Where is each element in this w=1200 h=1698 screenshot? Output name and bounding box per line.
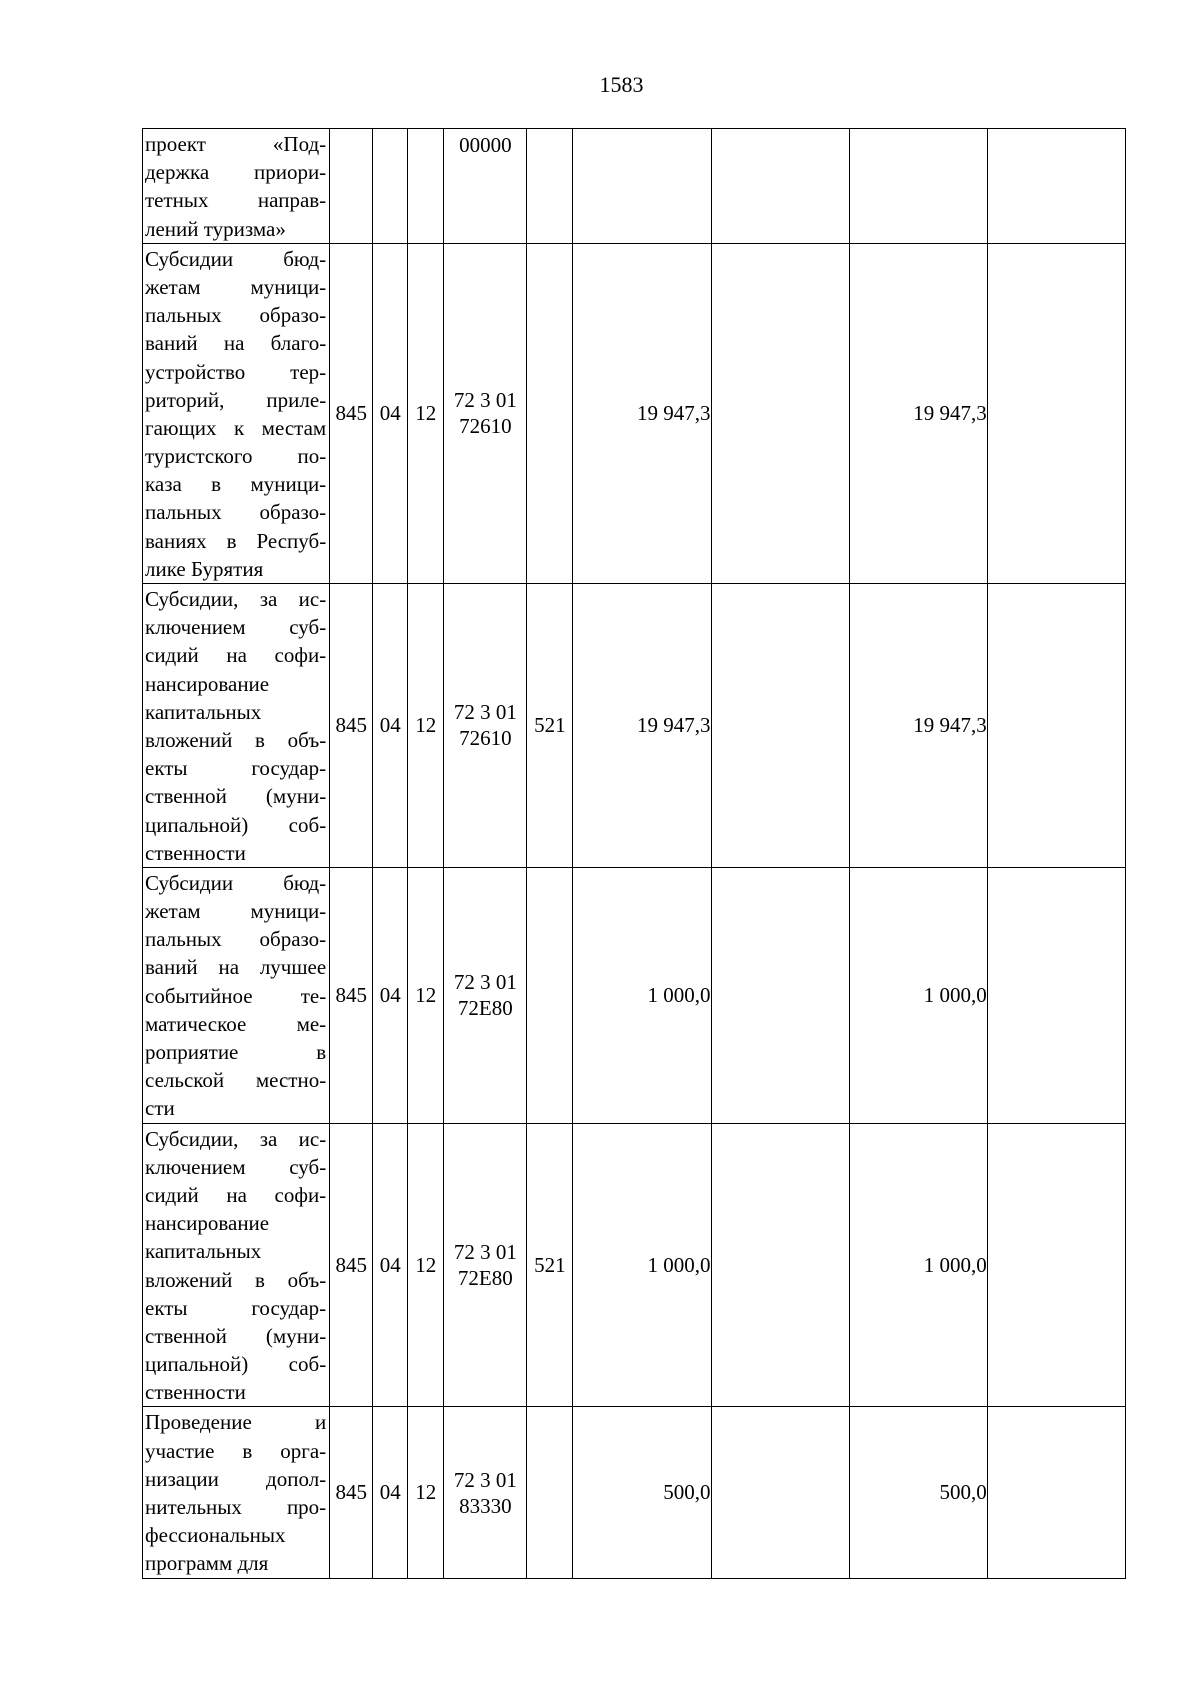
- target-item-cell: [444, 129, 527, 244]
- ministry-code-cell: 845: [330, 1123, 373, 1407]
- row-name-line: екты государ-: [145, 756, 327, 781]
- section-code-cell: 04: [373, 867, 408, 1123]
- amount-cell-1: 500,0: [573, 1407, 711, 1578]
- amount-cell-2: [711, 129, 849, 244]
- row-name-line: ципальной) соб-: [145, 1352, 327, 1377]
- section-code-cell: 04: [373, 584, 408, 868]
- target-item-line-1: 72 3 01: [453, 1467, 517, 1492]
- amount-cell-1: 1 000,0: [573, 1123, 711, 1407]
- row-name-line: фессиональных: [145, 1523, 286, 1548]
- budget-table: [142, 128, 1126, 1579]
- row-name-cell: [143, 867, 330, 1123]
- row-name-line: пальных образо-: [145, 303, 327, 328]
- row-name-line: екты государ-: [145, 1295, 327, 1320]
- amount-cell-3: 1 000,0: [849, 1123, 987, 1407]
- row-name-line: вложений в объ-: [145, 1267, 327, 1292]
- row-name-line: Проведение и: [145, 1410, 327, 1435]
- ministry-code-cell: 845: [330, 867, 373, 1123]
- subsection-code-cell: 12: [408, 1407, 444, 1578]
- target-item-line-1: 72 3 01: [453, 700, 517, 725]
- row-name-line: пальных образо-: [145, 500, 327, 525]
- amount-cell-2: [711, 243, 849, 583]
- row-name-line: вложений в объ-: [145, 727, 327, 752]
- row-name-line: Субсидии, за ис-: [145, 587, 327, 611]
- table-row: [143, 584, 1126, 868]
- amount-cell-2: [711, 584, 849, 868]
- row-name-line: матическое ме-: [145, 1011, 327, 1036]
- row-name-line: ственности: [145, 1380, 246, 1405]
- subsection-code-cell: 12: [408, 243, 444, 583]
- expense-type-cell: 521: [527, 584, 573, 868]
- row-name-line: ственности: [145, 840, 246, 865]
- row-name-line: туристского по-: [145, 444, 327, 469]
- row-name-line: сидий на софи-: [145, 1182, 327, 1207]
- expense-type-cell: 521: [527, 1123, 573, 1407]
- target-item-line-2: 72E80: [457, 996, 513, 1021]
- row-name-line: капитальных: [145, 699, 262, 724]
- amount-cell-1: [573, 129, 711, 244]
- target-item-cell: [444, 243, 527, 583]
- target-item-line-1: 72 3 01: [453, 1240, 517, 1264]
- expense-type-cell: [527, 867, 573, 1123]
- subsection-code-cell: 12: [408, 867, 444, 1123]
- row-name-line: Субсидии бюд-: [145, 246, 327, 271]
- amount-cell-4: [987, 1123, 1125, 1407]
- amount-cell-3: 1 000,0: [849, 867, 987, 1123]
- row-name-line: сидий на софи-: [145, 643, 327, 668]
- row-name-line: ключением суб-: [145, 615, 327, 640]
- target-item-cell: [444, 584, 527, 868]
- amount-cell-4: [987, 867, 1125, 1123]
- table-row: [143, 243, 1126, 583]
- expense-type-cell: [527, 243, 573, 583]
- row-name-line: проект «Под-: [145, 132, 327, 156]
- target-item-line-1: 72 3 01: [453, 388, 517, 413]
- subsection-code-cell: 12: [408, 584, 444, 868]
- ministry-code-cell: 845: [330, 243, 373, 583]
- row-name-line: низации допол-: [145, 1466, 327, 1491]
- amount-cell-4: [987, 129, 1125, 244]
- target-item-line-2: 83330: [459, 1493, 512, 1518]
- row-name-line: событийное те-: [145, 983, 327, 1008]
- target-item-line-2: 72610: [459, 414, 512, 439]
- row-name-line: жетам муници-: [145, 274, 327, 299]
- table-row: [143, 867, 1126, 1123]
- section-code-cell: 04: [373, 1123, 408, 1407]
- amount-cell-3: 500,0: [849, 1407, 987, 1578]
- row-name-line: роприятие в: [145, 1040, 327, 1064]
- amount-cell-4: [987, 243, 1125, 583]
- row-name-line: нительных про-: [145, 1495, 327, 1519]
- row-name-cell: [143, 1407, 330, 1578]
- ministry-code-cell: 845: [330, 584, 373, 868]
- amount-cell-2: [711, 1407, 849, 1578]
- row-name-line: лике Бурятия: [145, 556, 264, 581]
- row-name-line: участие в орга-: [145, 1438, 327, 1463]
- row-name-cell: [143, 584, 330, 868]
- row-name-line: ключением суб-: [145, 1154, 327, 1179]
- row-name-line: Субсидии бюд-: [145, 870, 327, 895]
- row-name-line: ваний на благо-: [145, 331, 327, 356]
- page-number: 1583: [599, 72, 644, 97]
- amount-cell-3: [849, 129, 987, 244]
- table-row: [143, 129, 1126, 244]
- row-name-cell: [143, 129, 330, 244]
- section-code-cell: 04: [373, 243, 408, 583]
- ministry-code-cell: 845: [330, 1407, 373, 1578]
- row-name-line: нансирование: [145, 671, 270, 696]
- row-name-line: ственной (муни-: [145, 1323, 327, 1348]
- amount-cell-3: 19 947,3: [849, 243, 987, 583]
- amount-cell-2: [711, 867, 849, 1123]
- row-name-line: сти: [145, 1096, 175, 1121]
- row-name-line: нансирование: [145, 1211, 270, 1236]
- amount-cell-3: 19 947,3: [849, 584, 987, 868]
- target-item-line-1: 72 3 01: [453, 970, 517, 995]
- target-item-cell: [444, 1123, 527, 1407]
- table-body: [143, 129, 1126, 1579]
- target-item-line-2: 72610: [459, 726, 512, 751]
- row-name-line: сельской местно-: [145, 1068, 327, 1093]
- amount-cell-4: [987, 1407, 1125, 1578]
- row-name-line: каза в муници-: [145, 472, 327, 497]
- target-item-cell: [444, 1407, 527, 1578]
- row-name-line: ваниях в Респуб-: [145, 528, 327, 553]
- row-name-line: держка приори-: [145, 160, 327, 185]
- row-name-line: ваний на лучшее: [145, 955, 327, 980]
- target-item-line-2: 72E80: [457, 1266, 513, 1290]
- row-name-line: ственной (муни-: [145, 784, 327, 809]
- row-name-line: программ для: [145, 1551, 269, 1576]
- row-name-cell: [143, 1123, 330, 1407]
- table-row: [143, 1407, 1126, 1578]
- row-name-line: тетных направ-: [145, 188, 327, 213]
- row-name-line: лений туризма»: [145, 216, 286, 241]
- section-code-cell: [373, 129, 408, 244]
- row-name-line: гающих к местам: [145, 415, 327, 440]
- row-name-line: пальных образо-: [145, 927, 327, 952]
- ministry-code-cell: [330, 129, 373, 244]
- amount-cell-2: [711, 1123, 849, 1407]
- target-item-cell: [444, 867, 527, 1123]
- subsection-code-cell: [408, 129, 444, 244]
- amount-cell-1: 19 947,3: [573, 584, 711, 868]
- section-code-cell: 04: [373, 1407, 408, 1578]
- subsection-code-cell: 12: [408, 1123, 444, 1407]
- amount-cell-4: [987, 584, 1125, 868]
- table-row: [143, 1123, 1126, 1407]
- expense-type-cell: [527, 1407, 573, 1578]
- row-name-line: ципальной) соб-: [145, 812, 327, 837]
- amount-cell-1: 19 947,3: [573, 243, 711, 583]
- row-name-cell: [143, 243, 330, 583]
- row-name-line: жетам муници-: [145, 899, 327, 924]
- row-name-line: капитальных: [145, 1239, 262, 1264]
- amount-cell-1: 1 000,0: [573, 867, 711, 1123]
- row-name-line: устройство тер-: [145, 359, 327, 384]
- expense-type-cell: [527, 129, 573, 244]
- row-name-line: Субсидии, за ис-: [145, 1126, 327, 1151]
- row-name-line: риторий, приле-: [145, 387, 327, 412]
- target-item-line-1: 00000: [459, 133, 512, 157]
